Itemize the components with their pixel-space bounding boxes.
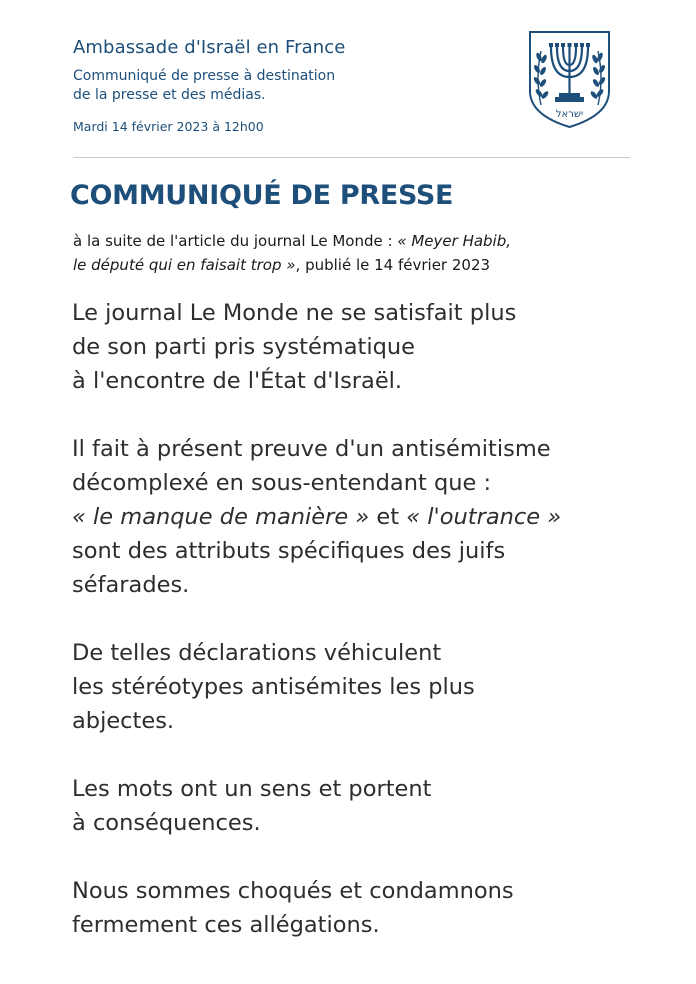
press-release-header <box>73 36 533 134</box>
body-line: sont des attributs spécifiques des juifs <box>72 538 506 564</box>
paragraph <box>72 772 672 840</box>
body-line: les stéréotypes antisémites les plus <box>72 674 475 700</box>
conjunction: et <box>369 504 407 530</box>
body-line <box>72 500 672 534</box>
paragraph <box>72 636 672 738</box>
body-line: décomplexé en sous-entendant que : <box>72 470 492 496</box>
quote: « le manque de manière » <box>72 504 370 530</box>
header-divider <box>73 157 630 158</box>
body-line: Le journal Le Monde ne se satisfait plus <box>72 300 517 326</box>
embassy-name: Ambassade d'Israël en France <box>73 37 346 58</box>
body-line: Les mots ont un sens et portent <box>72 776 432 802</box>
body-line: à conséquences. <box>72 810 261 836</box>
subtitle-line: Communiqué de presse à destination <box>73 68 336 84</box>
paragraph <box>72 296 672 398</box>
menorah-emblem-icon <box>527 29 612 129</box>
body-line: abjectes. <box>72 708 175 734</box>
body-line: de son parti pris systématique <box>72 334 415 360</box>
paragraph <box>72 432 672 602</box>
release-date: Mardi 14 février 2023 à 12h00 <box>73 119 264 134</box>
body-line: De telles déclarations véhiculent <box>72 640 442 666</box>
paragraph <box>72 874 672 942</box>
quote: « l'outrance » <box>406 504 562 530</box>
article-title: « Meyer Habib, <box>397 232 512 250</box>
body-line: Nous sommes choqués et condamnons <box>72 878 514 904</box>
body-line: Il fait à présent preuve d'un antisémitisme <box>72 436 551 462</box>
reference-prefix: à la suite de l'article du journal Le Monde : <box>73 232 398 250</box>
press-release-body <box>72 296 672 976</box>
article-reference <box>73 229 633 277</box>
page-title: COMMUNIQUÉ DE PRESSE <box>70 180 454 211</box>
reference-suffix: , publié le 14 février 2023 <box>295 256 491 274</box>
emblem-caption: ישראל <box>555 109 584 120</box>
body-line: fermement ces allégations. <box>72 912 380 938</box>
body-line: à l'encontre de l'État d'Israël. <box>72 368 403 394</box>
body-line: séfarades. <box>72 572 190 598</box>
subtitle-line: de la presse et des médias. <box>73 87 266 103</box>
article-title: le député qui en faisait trop » <box>73 256 296 274</box>
header-subtitle <box>73 67 533 105</box>
